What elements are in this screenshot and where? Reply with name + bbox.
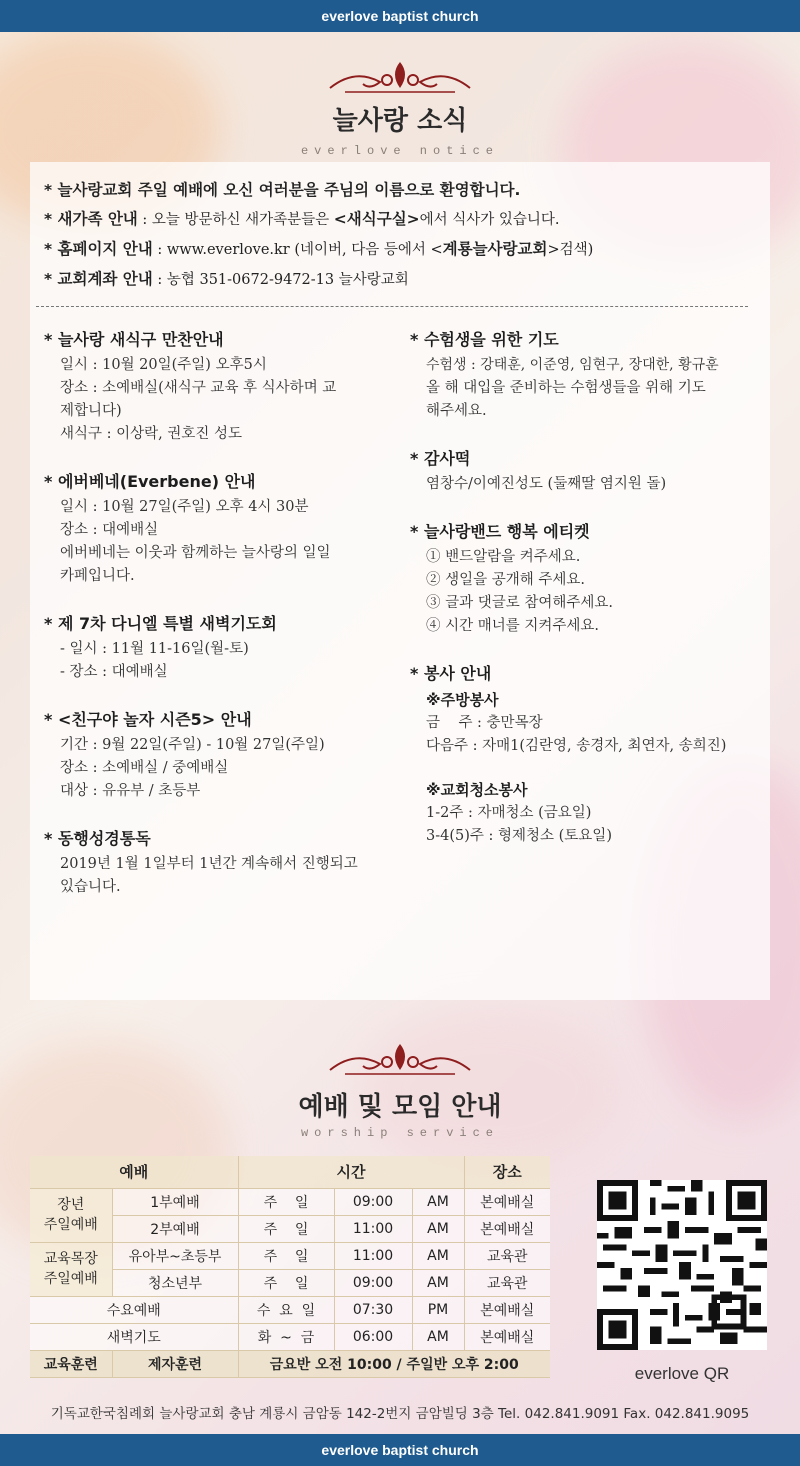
notice-item: * 늘사랑밴드 행복 에티켓 ① 밴드알람을 켜주세요. ② 생일을 공개해 주세요. ③ 글과 댓글로 참여해주세요. ④ 시간 매너를 지켜주세요. xyxy=(410,522,614,634)
notice-item: * <친구야 놀자 시즌5> 안내 기간 : 9월 22일(주일) - 10월 27일(주일) 장소 : 소예배실 / 중예배실 대상 : 유유부 / 초등부 xyxy=(44,710,325,799)
notice-item: * 동행성경통독 2019년 1월 1일부터 1년간 계속해서 진행되고 있습니다. xyxy=(44,829,358,895)
notice-item: * 수험생을 위한 기도 수험생 : 강태훈, 이준영, 임현구, 장대한, 황규훈 올 해 대입을 준비하는 수험생들을 위해 기도 해주세요. xyxy=(410,330,719,419)
divider xyxy=(36,306,748,307)
intro-block xyxy=(44,176,764,295)
ornament-top xyxy=(0,58,800,98)
table-row: 새벽기도 화 ~ 금 06:00 AM 본예배실 xyxy=(30,1323,550,1350)
notice-title: 늘사랑 소식 xyxy=(332,106,468,136)
qr-label: everlove QR xyxy=(634,1364,730,1383)
table-row-training: 교육훈련 제자훈련 금요반 오전 10:00 / 주일반 오후 2:00 xyxy=(30,1350,550,1377)
qr-code-icon[interactable] xyxy=(597,1180,767,1350)
notice-item: * 감사떡 염창수/이예진성도 (둘째딸 염지원 돌) xyxy=(410,449,667,492)
intro-account: * 교회계좌 안내 : 농협 351-0672-9472-13 늘사랑교회 xyxy=(44,270,409,288)
notice-left-column xyxy=(44,326,394,921)
worship-table xyxy=(30,1156,580,1378)
intro-welcome: * 늘사랑교회 주일 예배에 오신 여러분을 주님의 이름으로 환영합니다. xyxy=(44,181,521,199)
notice-right-column xyxy=(410,326,765,870)
worship-title: 예배 및 모임 안내 xyxy=(298,1092,502,1122)
table-row: 2부예배 주 일 11:00 AM 본예배실 xyxy=(30,1215,550,1242)
worship-subtitle: worship service xyxy=(300,1126,500,1140)
table-row: 수요예배 수 요 일 07:30 PM 본예배실 xyxy=(30,1296,550,1323)
notice-item: * 봉사 안내 ※주방봉사 금 주 : 충만목장 다음주 : 자매1(김란영, 송경자, 최연자, 송희진) ※교회청소봉사 1-2주 : 자매청소 (금요일) 3-4(5)주 : 형제청소 (토요일) xyxy=(410,664,727,844)
intro-homepage: * 홈페이지 안내 : www.everlove.kr (네이버, 다음 등에서 <계룡늘사랑교회>검색) xyxy=(44,240,594,258)
header-service: 예배 xyxy=(30,1156,238,1188)
header-time: 시간 xyxy=(238,1156,464,1188)
ornament-worship xyxy=(0,1040,800,1080)
bottom-banner xyxy=(0,1434,800,1466)
notice-subtitle: everlove notice xyxy=(300,144,500,158)
intro-newfamily: * 새가족 안내 : 오늘 방문하신 새가족분들은 <새식구실>에서 식사가 있습니다. xyxy=(44,210,560,228)
notice-item: * 늘사랑 새식구 만찬안내 일시 : 10월 20일(주일) 오후5시 장소 : 소예배실(새식구 교육 후 식사하며 교 제합니다) 새식구 : 이상락, 권호진 성도 xyxy=(44,330,337,442)
table-row: 청소년부 주 일 09:00 AM 교육관 xyxy=(30,1269,550,1296)
notice-item: * 에버베네(Everbene) 안내 일시 : 10월 27일(주일) 오후 4시 30분 장소 : 대예배실 에버베네는 이웃과 함께하는 늘사랑의 일일 카페입니다. xyxy=(44,472,331,584)
table-row: 교육목장 주일예배 유아부~초등부 주 일 11:00 AM 교육관 xyxy=(30,1242,550,1269)
header-place: 장소 xyxy=(464,1156,550,1188)
notice-item: * 제 7차 다니엘 특별 새벽기도회 - 일시 : 11월 11-16일(월-토) - 장소 : 대예배실 xyxy=(44,614,277,680)
table-row: 장년 주일예배 1부예배 주 일 09:00 AM 본예배실 xyxy=(30,1188,550,1215)
top-banner xyxy=(0,0,800,32)
footer-address: 기독교한국침례회 늘사랑교회 충남 계룡시 금암동 142-2번지 금암빌딩 3층 Tel. 042.841.9091 Fax. 042.841.9095 xyxy=(50,1406,750,1422)
church-name-bottom: everlove baptist church xyxy=(321,1442,479,1458)
church-name: everlove baptist church xyxy=(321,8,479,24)
